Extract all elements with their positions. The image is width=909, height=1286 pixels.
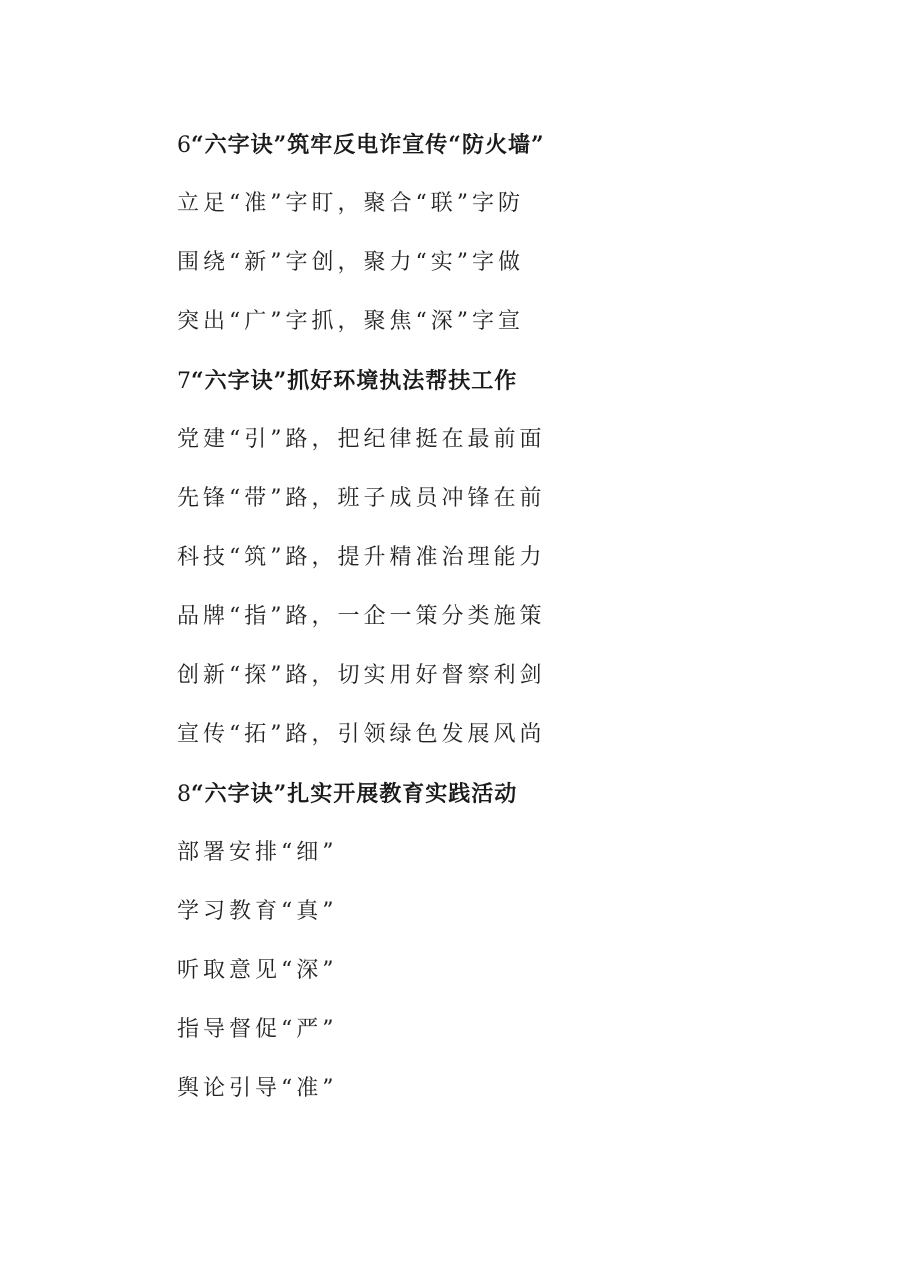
list-item: 部署安排“细” [177,840,338,865]
section-heading-8 [177,772,817,831]
document-body [177,123,817,1126]
section-title: “六字诀”扎实开展教育实践活动 [191,781,518,807]
list-item: 先锋“带”路，班子成员冲锋在前 [177,486,546,511]
list-item: 党建“引”路，把纪律挺在最前面 [177,427,546,452]
section-title: “六字诀”筑牢反电诈宣传“防火墙” [191,132,545,158]
list-item: 创新“探”路，切实用好督察利剑 [177,663,546,688]
list-item: 品牌“指”路，一企一策分类施策 [177,604,546,629]
list-item: 舆论引导“准” [177,1076,338,1101]
list-item: 宣传“拓”路，引领绿色发展风尚 [177,722,546,747]
section-number: 6 [177,133,191,158]
section-title: “六字诀”抓好环境执法帮扶工作 [191,368,518,394]
list-item: 围绕“新”字创，聚力“实”字做 [177,250,524,275]
list-item: 指导督促“严” [177,1017,338,1042]
section-number: 7 [177,369,191,394]
list-item: 立足“准”字盯，聚合“联”字防 [177,191,524,216]
list-item: 学习教育“真” [177,899,338,924]
list-item: 科技“筑”路，提升精准治理能力 [177,545,546,570]
list-item: 听取意见“深” [177,958,338,983]
section-number: 8 [177,782,191,807]
section-heading-6 [177,123,817,182]
list-item: 突出“广”字抓，聚焦“深”字宣 [177,309,524,334]
section-heading-7 [177,359,817,418]
